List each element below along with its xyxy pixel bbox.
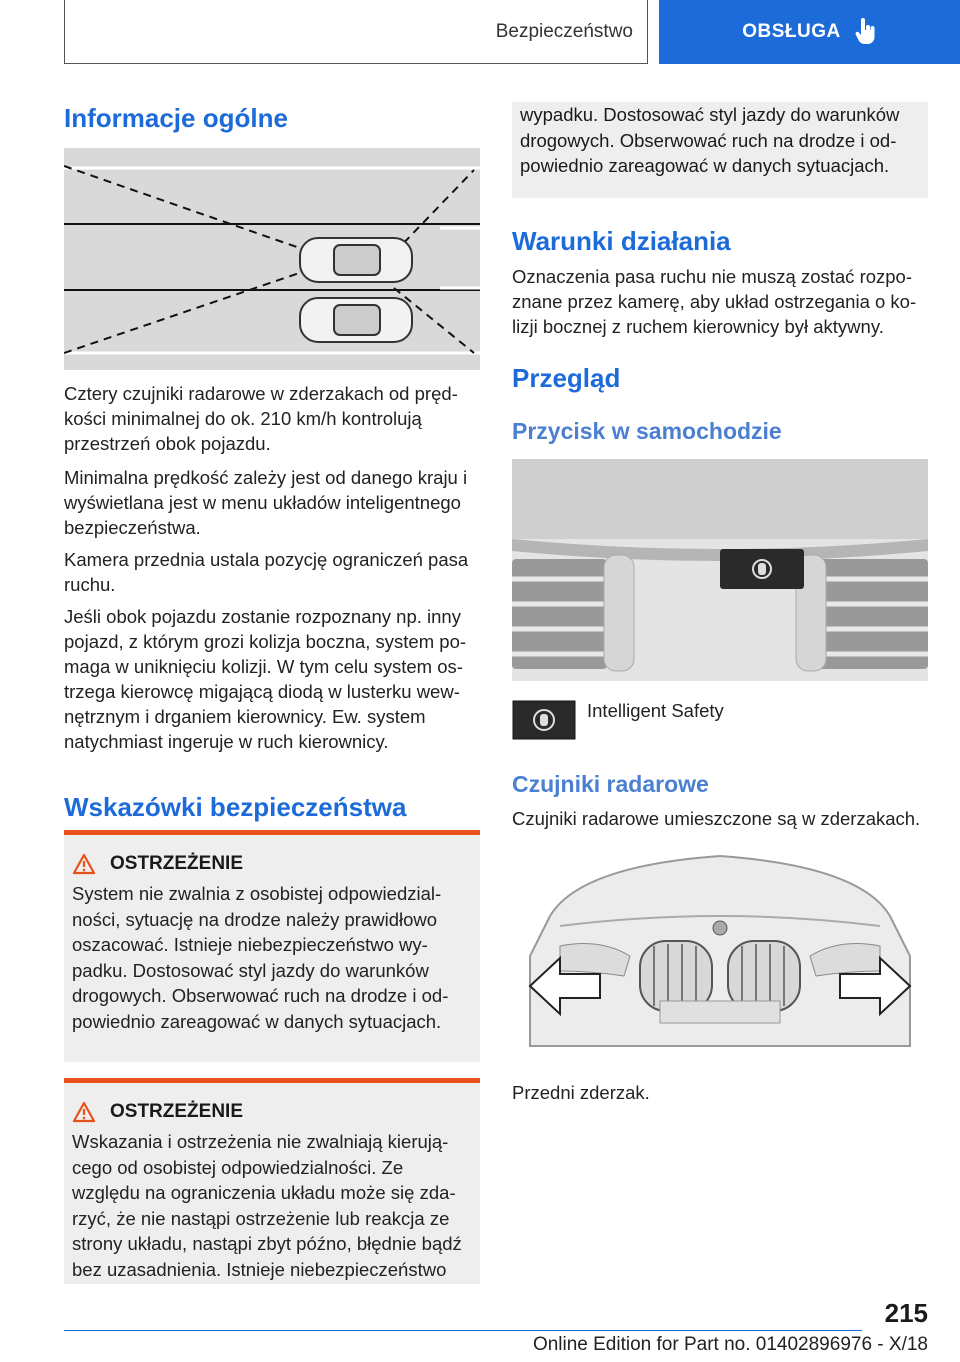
hand-pointer-icon <box>855 18 877 46</box>
warning-body-2: Wskazania i ostrzeżenia nie zwalniają kierującego od osobistej odpowiedzialności. Ze względu na ograniczenia układu może się zdarzyć, że nie nastąpi ostrzeżenie lub reakcja ze strony układu, nastąpi zbyt późno, błędnie bądź bez uzasadnienia. Istnieje niebezpieczeństwo <box>72 1131 462 1280</box>
page-number: 215 <box>884 1298 928 1328</box>
road-lanes-figure <box>64 148 480 370</box>
bumper-caption: Przedni zderzak. <box>512 1082 650 1103</box>
radar-text: Czujniki radarowe umieszczone są w zderzakach. <box>512 808 921 829</box>
warning-triangle-icon <box>72 1101 96 1123</box>
safety-notes-title: Wskazówki bezpieczeństwa <box>64 792 407 822</box>
paragraph-1: Cztery czujniki radarowe w zderzakach od prędkości minimalnej do ok. 210 km/h kontrolują przestrzeń obok pojazdu. <box>64 383 458 454</box>
radar-section-title: Czujniki radarowe <box>512 771 709 797</box>
warning-box-1 <box>64 830 480 1062</box>
warning-body-1: System nie zwalnia z osobistej odpowiedzialności, sytuację na drodze należy prawidłowo oszacować. Istnieje niebezpieczeństwo wypadku. Dostosować styl jazdy do warunków drogowych. Obserwować ruch na drodze i odpowiednio zareagować w danych sytuacjach. <box>72 883 449 1032</box>
header-section-title: Bezpieczeństwo <box>495 20 633 42</box>
warning-continued-box <box>512 102 928 198</box>
intelligent-safety-label: Intelligent Safety <box>587 700 724 721</box>
front-bumper-figure <box>520 846 920 1068</box>
warning-triangle-icon <box>72 853 96 875</box>
header-tab-label: OBSŁUGA <box>742 21 841 42</box>
header-tab[interactable] <box>659 0 960 64</box>
paragraph-3: Kamera przednia ustala pozycję ograniczeń pasa ruchu. <box>64 549 469 595</box>
intelligent-safety-button-icon <box>512 700 576 740</box>
overview-title: Przegląd <box>512 363 621 393</box>
warning-continued-text: wypadku. Dostosować styl jazdy do warunków drogowych. Obserwować ruch na drodze i odpowiednio zareagować w danych sytuacjach. <box>520 104 900 176</box>
dashboard-button-figure <box>512 459 928 681</box>
paragraph-4: Jeśli obok pojazdu zostanie rozpoznany np. inny pojazd, z którym grozi kolizja boczna, system pomaga w uniknięciu kolizji. W tym celu system ostrzega kierowcę migającą diodą w lusterku wewnętrznym i drganiem kierownicy. Ew. system natychmiast ingeruje w ruch kierownicy. <box>64 606 467 752</box>
warning-box-2 <box>64 1078 480 1284</box>
header-section-box <box>64 0 648 64</box>
conditions-text: Oznaczenia pasa ruchu nie muszą zostać rozpoznane przez kamerę, aby układ ostrzegania o kolizji bocznej z ruchem kierownicy był aktywny. <box>512 266 917 337</box>
button-section-title: Przycisk w samochodzie <box>512 418 782 444</box>
footer-divider <box>64 1330 862 1331</box>
conditions-title: Warunki działania <box>512 226 731 256</box>
warning-title-2: OSTRZEŻENIE <box>72 1101 472 1123</box>
paragraph-2: Minimalna prędkość zależy jest od danego kraju i wyświetlana jest w menu układów inteligentnego bezpieczeństwa. <box>64 467 468 538</box>
general-info-title: Informacje ogólne <box>64 103 288 133</box>
edition-text: Online Edition for Part no. 01402896976 - X/18 <box>532 1334 928 1355</box>
warning-title-1: OSTRZEŻENIE <box>72 853 472 875</box>
